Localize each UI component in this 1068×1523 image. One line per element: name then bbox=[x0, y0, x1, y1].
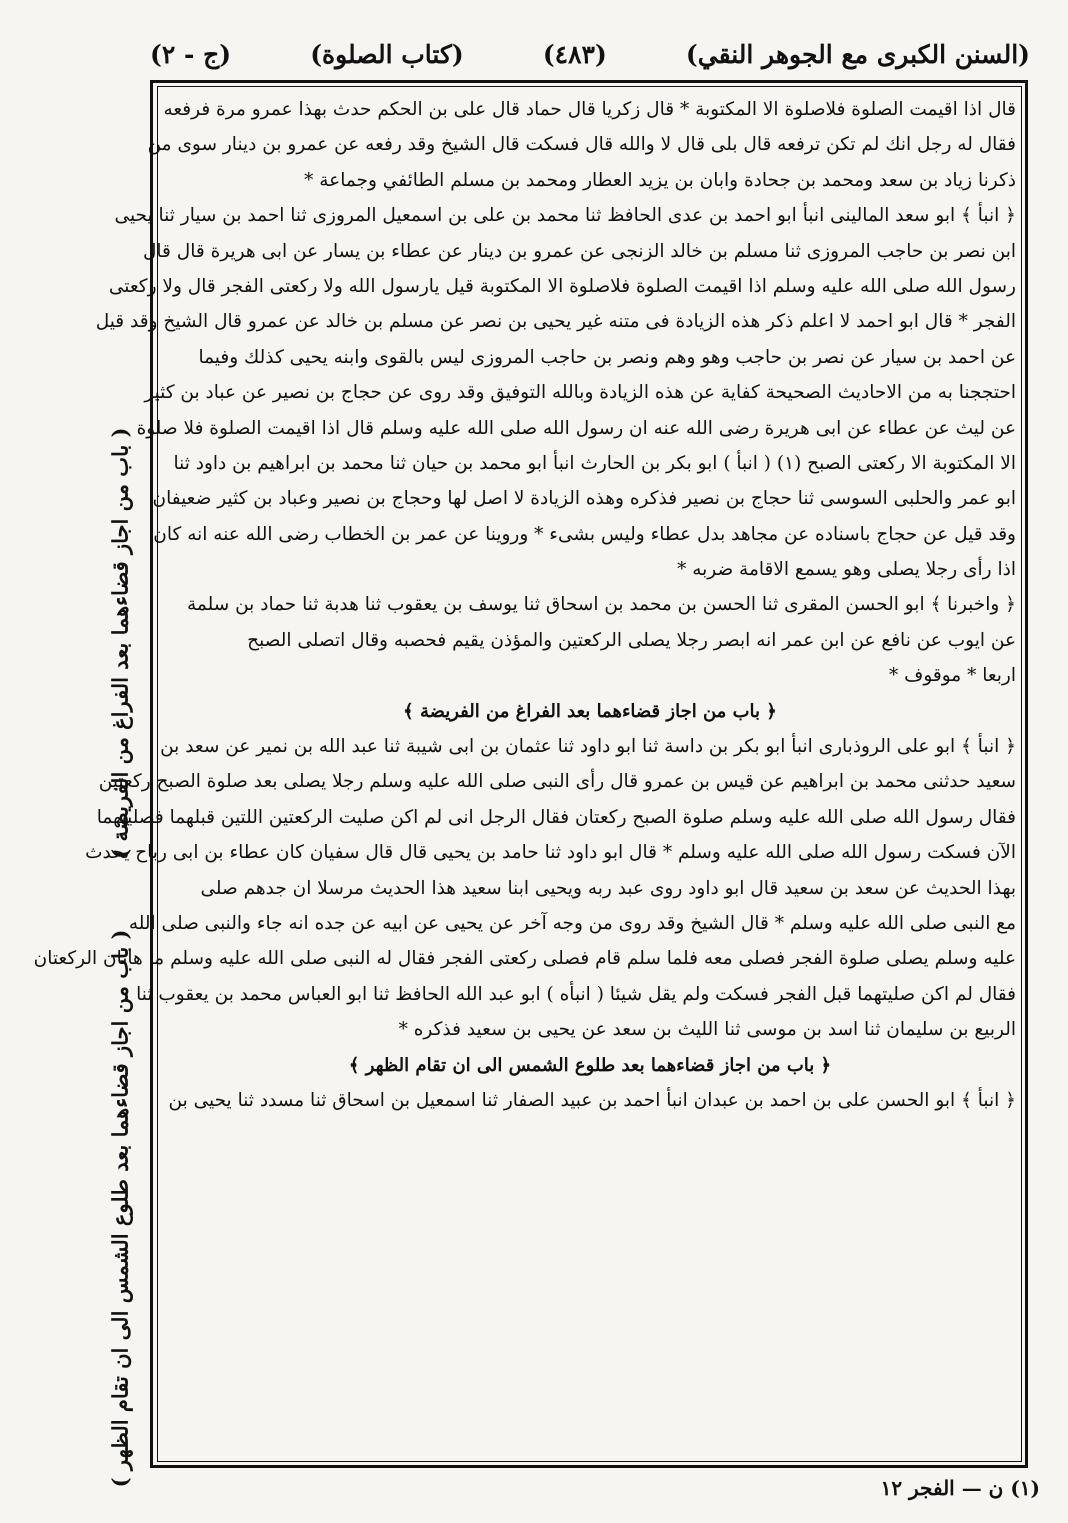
text-line: الربيع بن سليمان ثنا اسد بن موسى ثنا الليث بن سعد عن يحيى بن سعيد فذكره * bbox=[398, 1019, 1016, 1041]
text-line: الا المكتوبة الا ركعتى الصبح (١) ( انبأ ) ابو بكر بن الحارث انبأ ابو محمد بن حيان ثنا محمد بن ابراهيم بن داود ثنا bbox=[173, 452, 1016, 474]
running-header bbox=[150, 34, 1030, 74]
chapter-title: (كتاب الصلوة) bbox=[310, 39, 464, 69]
page-number: (٤٨٣) bbox=[542, 39, 607, 69]
section-heading: ﴿ باب من اجاز قضاءهما بعد الفراغ من الفريضة ﴾ bbox=[403, 700, 777, 722]
text-line: الفجر * قال ابو احمد لا اعلم ذكر هذه الزيادة فى متنه غير يحيى بن نصر عن مسلم بن خالد عن عمرو قال الشيخ وقد قيل bbox=[95, 311, 1016, 333]
section-heading: ﴿ باب من اجاز قضاءهما بعد طلوع الشمس الى ان تقام الظهر ﴾ bbox=[348, 1054, 832, 1076]
footnote: (١) ن — الفجر ١٢ bbox=[880, 1476, 1040, 1500]
text-line: عليه وسلم يصلى صلوة الفجر فصلى معه فلما سلم قام فصلى ركعتى الفجر فقال له النبى صلى الله عليه وسلم ما هاتان الركعتان bbox=[33, 948, 1016, 970]
text-line: اربعا * موقوف * bbox=[889, 665, 1016, 687]
book-title: (السنن الكبرى مع الجوهر النقي) bbox=[685, 39, 1030, 69]
text-line: عن ليث عن عطاء عن ابى هريرة رضى الله عنه ان رسول الله صلى الله عليه وسلم قال اذا اقيمت الصلوة فلا صلوة bbox=[136, 417, 1016, 439]
text-line: ﴿ انبأ ﴾ ابو على الروذبارى انبأ ابو بكر بن داسة ثنا ابو داود ثنا عثمان بن ابى شيبة ثنا عبد الله بن نمير عن سعد بن bbox=[160, 736, 1016, 758]
volume-number: (ج - ٢) bbox=[150, 39, 232, 69]
body-text bbox=[33, 92, 1016, 1460]
text-line: بهذا الحديث عن سعد بن سعيد قال ابو داود روى عبد ربه ويحيى ابنا سعيد هذا الحديث مرسلا ان جدهم صلى bbox=[200, 877, 1016, 899]
margin-note: ( باب من اجاز قضاءهما بعد طلوع الشمس الى ان تقام الظهر ) bbox=[107, 929, 133, 1488]
text-line: اذا رأى رجلا يصلى وهو يسمع الاقامة ضربه * bbox=[677, 559, 1016, 581]
text-line: مع النبى صلى الله عليه وسلم * قال الشيخ وقد روى من وجه آخر عن يحيى عن ابيه عن جده انه جاء والنبى صلى الله bbox=[128, 912, 1016, 934]
text-line: ﴿ واخبرنا ﴾ ابو الحسن المقرى ثنا الحسن بن محمد بن اسحاق ثنا يوسف بن يعقوب ثنا هدبة ثنا حماد بن سلمة bbox=[186, 594, 1016, 616]
text-line: عن احمد بن سيار عن نصر بن حاجب وهو وهم ونصر بن حاجب المروزى ليس بالقوى وابنه يحيى كذلك وفيما bbox=[198, 346, 1016, 368]
text-line: رسول الله صلى الله عليه وسلم اذا اقيمت الصلوة فلاصلوة الا المكتوبة قيل يارسول الله ولا ركعتى الفجر قال ولا ركعتى bbox=[108, 275, 1016, 297]
text-line: فقال له رجل انك لم تكن ترفعه قال بلى قال لا والله قال فسكت قال الشيخ وقد رفعه عن عمرو بن دينار سوى من bbox=[147, 134, 1016, 156]
text-line: فقال لم اكن صليتهما قبل الفجر فسكت ولم يقل شيئا ( انبأه ) ابو عبد الله الحافظ ثنا ابو العباس محمد بن يعقوب ثنا bbox=[136, 983, 1016, 1005]
text-line: ابن نصر بن حاجب المروزى ثنا مسلم بن خالد الزنجى عن عمرو بن دينار عن عطاء بن يسار عن ابى هريرة قال قال bbox=[142, 240, 1016, 262]
text-line: عن ايوب عن نافع عن ابن عمر انه ابصر رجلا يصلى الركعتين والمؤذن يقيم فحصبه وقال اتصلى الصبح bbox=[247, 629, 1016, 651]
text-line: ﴿ انبأ ﴾ ابو الحسن على بن احمد بن عبدان انبأ احمد بن عبيد الصفار ثنا اسمعيل بن اسحاق ثنا مسدد ثنا يحيى بن bbox=[168, 1089, 1016, 1111]
margin-note: ( باب من اجاز قضاءهما بعد الفراغ من الفريضة ) bbox=[107, 427, 133, 859]
text-line: فقال رسول الله صلى الله عليه وسلم صلوة الصبح ركعتان فقال الرجل انى لم اكن صليت الركعتين اللتين قبلهما فصليتهما bbox=[96, 806, 1016, 828]
text-line: ذكرنا زياد بن سعد ومحمد بن جحادة وابان بن يزيد العطار ومحمد بن مسلم الطائفي وجماعة * bbox=[304, 169, 1016, 191]
text-line: سعيد حدثنى محمد بن ابراهيم عن قيس بن عمرو قال رأى النبى صلى الله عليه وسلم رجلا يصلى بعد صلوة الصبح ركعتين bbox=[98, 771, 1016, 793]
text-line: احتججنا به من الاحاديث الصحيحة كفاية عن هذه الزيادة وبالله التوفيق وقد روى عن حجاج بن نصير عن عباد بن كثير bbox=[144, 382, 1016, 404]
text-line: وقد قيل عن حجاج باسناده عن مجاهد بدل عطاء وليس بشىء * وروينا عن عمر بن الخطاب رضى الله عنه انه كان bbox=[153, 523, 1016, 545]
text-line: ابو عمر والحلبى السوسى ثنا حجاج بن نصير فذكره وهذه الزيادة لا اصل لها وحجاج بن نصير وعباد بن كثير ضعيفان bbox=[152, 488, 1016, 510]
text-line: ﴿ انبأ ﴾ ابو سعد المالينى انبأ ابو احمد بن عدى الحافظ ثنا محمد بن على بن اسمعيل المروزى ثنا احمد بن سيار ثنا يحيى bbox=[114, 205, 1016, 227]
text-line: الآن فسكت رسول الله صلى الله عليه وسلم * قال ابو داود ثنا حامد بن يحيى قال قال سفيان كان عطاء بن ابى رباح يحدث bbox=[85, 842, 1016, 864]
text-line: قال اذا اقيمت الصلوة فلاصلوة الا المكتوبة * قال زكريا قال حماد قال على بن الحكم حدث بهذا عمرو مرة فرفعه bbox=[163, 99, 1016, 120]
